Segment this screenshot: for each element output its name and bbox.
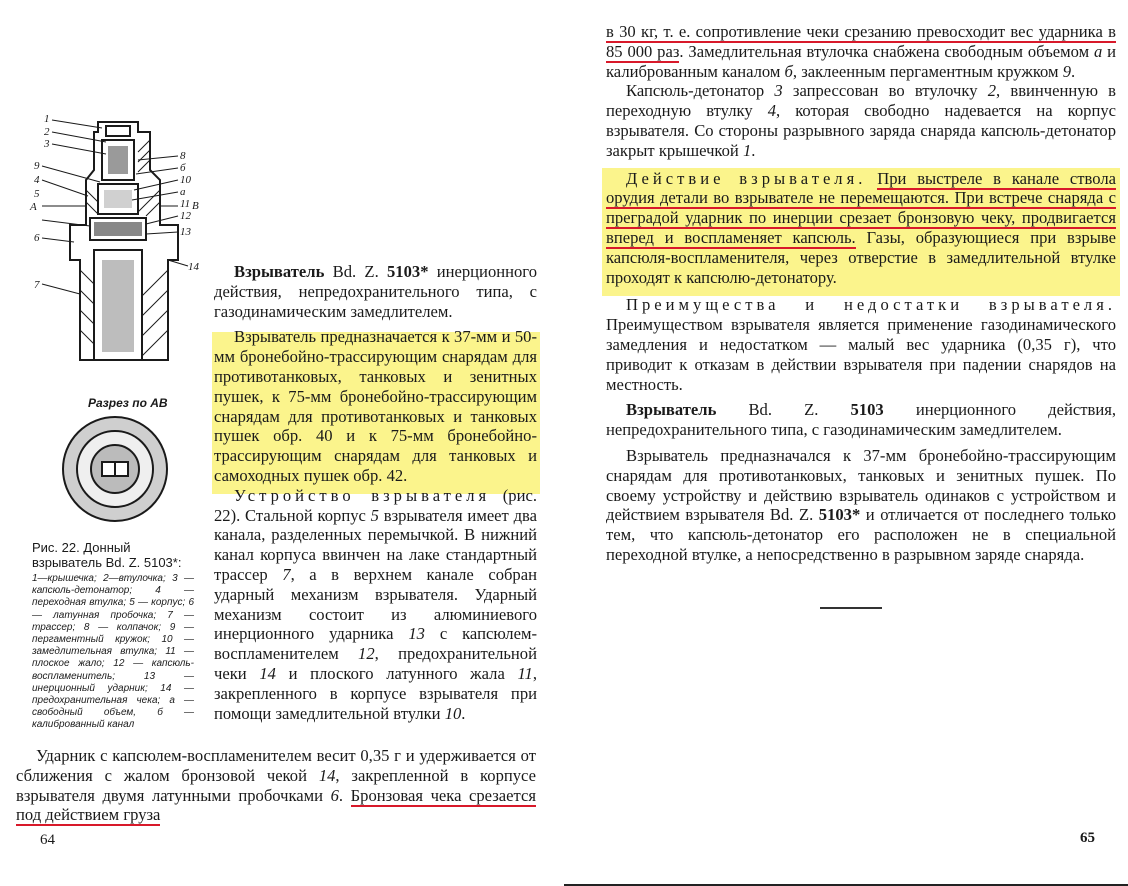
callout-label: А <box>30 201 37 213</box>
text-run: . <box>338 785 351 805</box>
callout-label: 11 <box>180 198 191 210</box>
text-run: , заклеенным пергаментным кружком <box>792 61 1063 81</box>
text-run: Газы, образующиеся при взрыве капсюля-воспламенителя, через отверстие в замедлительной втулке проходят к капсюлю-детонатору. <box>606 227 1116 287</box>
fuse-model: Bd. Z. <box>769 505 814 525</box>
callout-label: 6 <box>34 232 40 244</box>
fuse-cross-section-drawing <box>28 110 208 380</box>
fuse-bottom-view-drawing <box>60 414 170 524</box>
paragraph-fuse-5103-purpose <box>606 446 1116 565</box>
paragraph-design <box>214 486 537 724</box>
text-run: Капсюль-детонатор <box>626 81 775 101</box>
paragraph-action <box>606 169 1116 288</box>
figure-caption <box>32 540 194 732</box>
part-number: 4 <box>767 101 776 121</box>
text-run: и плоского латунного жала <box>275 663 518 683</box>
text-run: , а в верхнем канале собран ударный механизм взрывателя. Ударный механизм состоит из алюминиевого инерционного ударника <box>214 564 537 644</box>
text-run: (рис. 22). Стальной корпус <box>214 485 537 525</box>
part-number: 9 <box>1062 61 1071 81</box>
paragraph-purpose: Взрыватель предназначается к 37-мм и 50-мм бронебойно-трассирующим снарядам для противотанковых, танковых и зенитных пушек, к 75-мм бронебойно-трассирующим снарядам для противотанковых и танковых пушек обр. 40 и к 75-мм бронебойно-трассирующим снарядам для танковых и самоходных пушек обр. 42. <box>214 327 537 485</box>
paragraph-shear <box>606 22 1116 81</box>
fuse-number: 5103* <box>818 505 861 525</box>
page-number: 65 <box>1080 830 1095 846</box>
paragraph-detonator <box>606 81 1116 160</box>
text-run: с капсюлем-воспламенителем <box>214 624 537 664</box>
text-run: , закрепленной в корпусе взрывателя двумя латунными пробочками <box>16 765 536 805</box>
figure-caption-legend: 1—крышечка; 2—втулочка; 3 — капсюль-детонатор; 4 — переходная втулка; 5 — корпус; 6 — латунная пробочка; 7 — трассер; 8 — колпачок; 9 — пергаментный кружок; 10 — замедлительная втулка; 11 — плоское жало; 12 — капсюль-воспламенитель; 13 — инерционный ударник; 14 — предохранительная чека; а — свободный объем, б — калиброванный канал <box>32 573 194 731</box>
paragraph-pros-cons <box>606 295 1116 394</box>
fuse-title: Взрыватель <box>626 400 717 420</box>
callout-label: 12 <box>180 210 191 222</box>
underlined-text: в 30 кг, т. е. сопротивление чеки срезанию превосходит вес ударника в 85 000 раз <box>606 22 1116 61</box>
part-number: 5 <box>370 505 379 525</box>
right-text-column <box>606 22 1116 565</box>
callout-label: 13 <box>180 226 191 238</box>
text-run: , закрепленного в корпусе взрывателя при помощи замедлительной втулки <box>214 663 537 723</box>
text-run: Взрыватель предназначался к 37-мм бронебойно-трассирующим снарядам для противотанковых, танковых и зенитных пушек. По своему устройству и действию взрыватель одинаков с устройством и действием взрывателя <box>606 445 1116 525</box>
left-bottom-text <box>16 746 536 825</box>
callout-label: 9 <box>34 160 40 172</box>
part-number: 6 <box>330 785 339 805</box>
paragraph-striker <box>16 746 536 825</box>
text-run: Ударник с капсюлем-воспламенителем весит 0,35 г и удерживается от сближения с жалом бронзовой чекой <box>16 746 536 785</box>
section-heading: Преимущества и недостатки взрывателя. <box>626 295 1116 315</box>
callout-label: 14 <box>188 261 199 273</box>
text-run: Преимуществом взрывателя является применение газодинамического замедления и недостатком — малый вес ударника (0,35 г), что приводит к отказам в действии взрывателя при падении снарядов на местность. <box>606 315 1116 394</box>
callout-label: 8 <box>180 150 186 162</box>
part-number: 14 <box>259 663 276 683</box>
section-heading: Действие взрывателя. <box>626 168 867 188</box>
figure-caption-title: Рис. 22. Донный взрыватель Bd. Z. 5103*: <box>32 540 182 570</box>
callout-label: 3 <box>44 138 50 150</box>
text-run: . Замедлительная втулочка снабжена свободным объемом <box>679 41 1094 61</box>
underlined-text: Бронзовая чека срезается под действием груза <box>16 785 536 825</box>
part-number: 13 <box>408 624 425 644</box>
text-run: . <box>751 140 756 160</box>
callout-label: 2 <box>44 126 50 138</box>
part-number: 10 <box>444 703 462 723</box>
part-letter: а <box>1093 41 1103 61</box>
text-run: запрессован во втулочку <box>782 81 988 101</box>
part-number: 2 <box>987 81 997 101</box>
text-run: и калиброванным каналом <box>606 41 1117 81</box>
part-number: 12 <box>358 644 375 664</box>
callout-label: 1 <box>44 113 50 125</box>
page-number: 64 <box>40 832 55 848</box>
callout-label: б <box>180 162 186 174</box>
text-run: , ввинченную в переходную втулку <box>606 81 1117 121</box>
callout-label: В <box>192 200 199 212</box>
text-run: и отличается от последнего только тем, что капсюль-детонатор его расположен не в специальной переходной втулке, а непосредственно в разрывном заряде снаряда. <box>606 505 1117 564</box>
paragraph-fuse-intro <box>214 262 537 321</box>
paragraph-fuse-5103 <box>606 400 1116 440</box>
underlined-text: При выстреле в канале ствола орудия детали во взрывателе не перемещаются. При встрече снаряда с преградой ударник по инерции срезает бронзовую чеку, продвигается вперед и воспламеняет капсюль. <box>606 168 1116 247</box>
text-run: инерционного действия, непредохранительного типа, с газодинамическим замедлителем. <box>214 262 537 321</box>
end-ornament <box>820 607 882 609</box>
fuse-model: Bd. Z. <box>332 262 379 281</box>
text-run: , которая свободно надевается на корпус взрывателя. Со стороны разрывного заряда снаряда капсюль-детонатор закрыт крышечкой <box>606 101 1116 160</box>
section-heading: Устройство взрывателя <box>234 485 491 505</box>
left-text-column <box>214 262 537 723</box>
text-run: . <box>461 703 466 723</box>
text-run: . <box>1070 61 1076 81</box>
fuse-number: 5103 <box>850 400 884 420</box>
callout-label: 4 <box>34 174 40 186</box>
text-run: инерционного действия, непредохранительного типа, с газодинамическим замедлителем. <box>606 400 1116 440</box>
text-run: , предохранительной чеки <box>214 644 537 683</box>
callout-label: 5 <box>34 188 40 200</box>
part-number: 11 <box>517 663 533 683</box>
callout-label: а <box>180 186 186 198</box>
fuse-title: Взрыватель <box>234 262 325 281</box>
part-letter: б <box>784 61 793 81</box>
callout-label: 10 <box>180 174 191 186</box>
part-number: 3 <box>774 81 783 101</box>
fuse-model: Bd. Z. <box>748 400 819 420</box>
part-number: 14 <box>318 765 336 785</box>
text-run: взрывателя имеет два канала, разделенных перемычкой. В нижний канал корпуса ввинчен на лаке стандартный трассер <box>214 505 537 584</box>
callout-label: 7 <box>34 279 40 291</box>
section-label: Разрез по АВ <box>88 396 168 410</box>
part-number: 1 <box>742 140 752 160</box>
fuse-number: 5103* <box>387 262 429 281</box>
right-page <box>564 0 1128 886</box>
part-number: 7 <box>282 564 291 584</box>
